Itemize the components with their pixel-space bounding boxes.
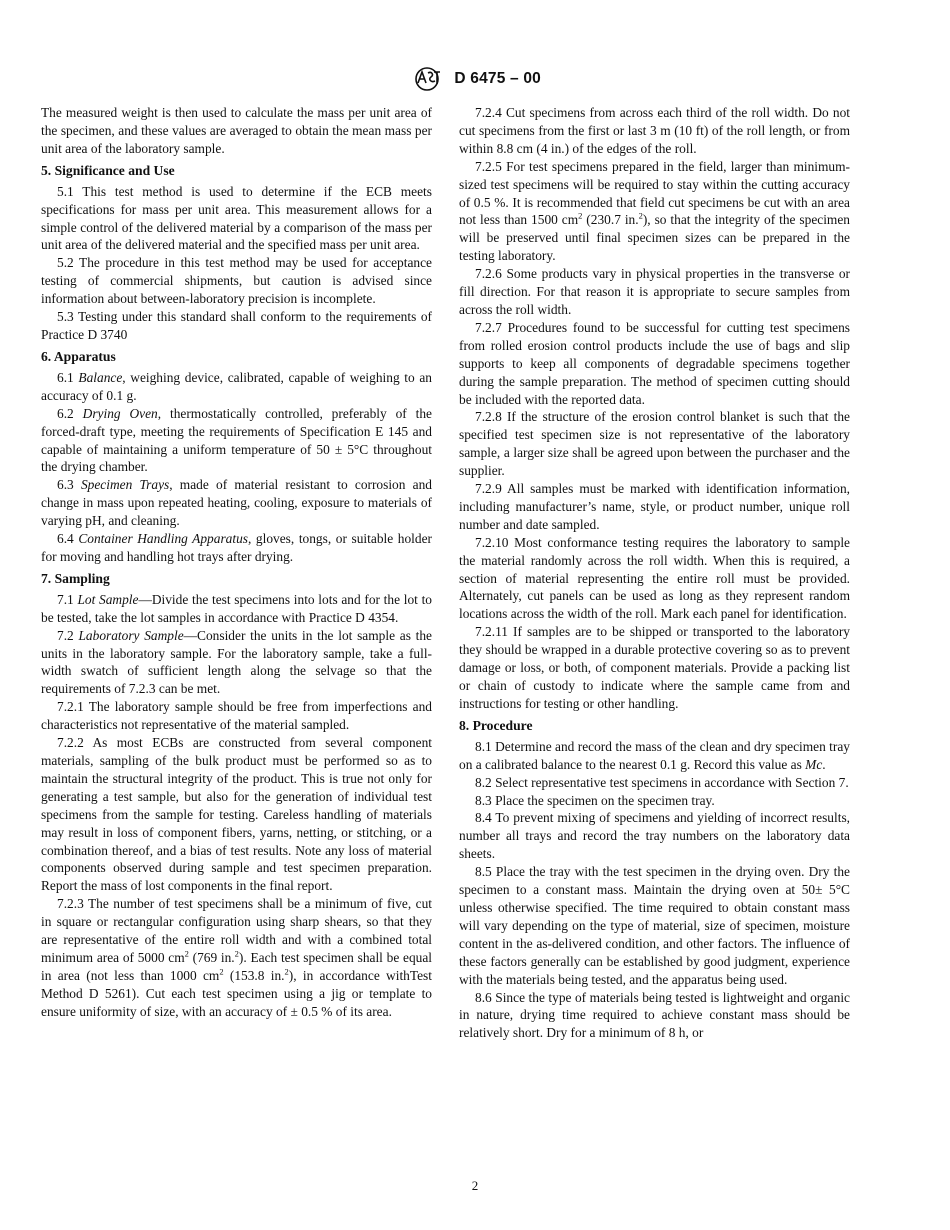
paragraph-7-2-1: 7.2.1 The laboratory sample should be free from imperfections and characteristics not representative of the material sampled. <box>41 699 432 733</box>
paragraph-6-1: 6.1 Balance, weighing device, calibrated, capable of weighing to an accuracy of 0.1 g. <box>41 369 432 403</box>
intro-paragraph: The measured weight is then used to calculate the mass per unit area of the specimen, and these values are averaged to obtain the mean mass per unit area of the laboratory sample. <box>41 105 432 156</box>
paragraph-7-2: 7.2 Laboratory Sample—Consider the units in the lot sample as the units in the laboratory sample. For the laboratory sample, take a full-width swatch of sufficient length along the selvage so that the requirements of 7.2.3 can be met. <box>41 627 432 697</box>
paragraph-7-1: 7.1 Lot Sample—Divide the test specimens into lots and for the lot to be tested, take the lot samples in accordance with Practice D 4354. <box>41 591 432 625</box>
section-7-heading: 7. Sampling <box>41 570 110 586</box>
paragraph-7-2-5: 7.2.5 For test specimens prepared in the field, larger than minimum-sized test specimens will be required to stay within the cutting accuracy of 0.5 %. It is recommended that field cut specimens be cut with an area not less than 1500 $cm^2$ (230.7 in.$^2$), so that the integrity of the specimen will be preserved until final specimen sizes can be prepared in the testing laboratory. <box>459 158 850 264</box>
paragraph-7-2-11: 7.2.11 If samples are to be shipped or transported to the laboratory they should be wrapped in a durable protective covering so as to prevent damage or loss, or both, of component materials. Provide a packing list or chain of custody to indicate where the sample came from and instructions for testing or other handling. <box>459 624 850 711</box>
paragraph-5-1: 5.1 This test method is used to determine if the ECB meets specifications for mass per unit area. This measurement allows for a simple control of the delivered material by a comparison of the mass per unit area of the delivered material and the specified mass per unit area. <box>41 183 432 253</box>
paragraph-6-4: 6.4 Container Handling Apparatus, gloves, tongs, or suitable holder for moving and handling hot trays after drying. <box>41 531 432 564</box>
section-8-heading: 8. Procedure <box>459 717 533 733</box>
paragraph-5-2: 5.2 The procedure in this test method may be used for acceptance testing of commercial shipments, but caution is advised since information about between-laboratory precision is incomplete. <box>41 255 432 307</box>
astm-logo-icon <box>409 66 445 92</box>
paragraph-7-2-7: 7.2.7 Procedures found to be successful for cutting test specimens from rolled erosion control products include the use of bags and slip supports to keep all components of degradable specimens together during the sample preparation. The method of specimen cutting should be included with the reported data. <box>459 319 850 407</box>
section-6-heading: 6. Apparatus <box>41 348 116 364</box>
paragraph-7-2-3: 7.2.3 The number of test specimens shall be a minimum of five, cut in square or rectangular configuration using sharp shears, so that they are representative of the entire roll width and with a combined total minimum area of 5000 $cm^2$ (769 in.$^2$). Each test specimen shall be equal in area (not less than 1000 $cm^2$ (153.8 in.$^2$), in accordance withTest Method D 5261). Cut each test specimen using a jig or template to ensure uniformity of size, with an accuracy of ± 0.5 % of its area. <box>41 896 433 1019</box>
paragraph-7-2-8: 7.2.8 If the structure of the erosion control blanket is such that the specified test specimen size is not representative of the laboratory sample, a larger size shall be agreed upon between the purchaser and the supplier. <box>459 409 850 479</box>
paragraph-8-4: 8.4 To prevent mixing of specimens and yielding of incorrect results, number all trays and record the tray numbers on the laboratory data sheets. <box>459 810 850 862</box>
paragraph-7-2-9: 7.2.9 All samples must be marked with identification information, including manufacturer’s name, style, or product number, unique roll number and date sampled. <box>459 481 850 532</box>
paragraph-8-2: 8.2 Select representative test specimens in accordance with Section 7. <box>475 774 849 790</box>
paragraph-6-2: 6.2 Drying Oven, thermostatically controlled, preferably of the forced-draft type, meeting the requirements of Specification E 145 and capable of maintaining a uniform temperature of 50 ± 5°C throughout the drying chamber. <box>41 405 432 475</box>
document-code: D 6475 – 00 <box>454 70 541 88</box>
paragraph-5-3: 5.3 Testing under this standard shall conform to the requirements of Practice D 3740 <box>41 309 432 342</box>
paragraph-7-2-6: 7.2.6 Some products vary in physical properties in the transverse or fill direction. For that reason it is appropriate to secure samples from across the roll width. <box>459 266 850 317</box>
paragraph-6-3: 6.3 Specimen Trays, made of material resistant to corrosion and change in mass upon repeated heating, cooling, exposure to materials of varying pH, and cleaning. <box>41 477 432 529</box>
right-column <box>459 104 850 1042</box>
page-header <box>0 66 950 92</box>
paragraph-8-1: 8.1 Determine and record the mass of the clean and dry specimen tray on a calibrated balance to the nearest 0.1 g. Record this value as Mc. <box>459 738 850 772</box>
paragraph-7-2-10: 7.2.10 Most conformance testing requires the laboratory to sample the material randomly across the roll width. When this is required, a section of material representing the entire roll must be provided. Alternately, cut panels can be used as long as they represent random locations across the width of the roll. Mark each panel for identification. <box>459 534 850 622</box>
paragraph-8-3: 8.3 Place the specimen on the specimen tray. <box>475 792 715 808</box>
section-5-heading: 5. Significance and Use <box>41 162 175 178</box>
page-number: 2 <box>471 1178 479 1193</box>
paragraph-7-2-2: 7.2.2 As most ECBs are constructed from several component materials, sampling of the bulk product must be performed so as to maintain the structural integrity of the product. This is true not only for generating a test sample, but also for the generation of individual test specimens from the sample for testing. Careless handling of materials may result in loss of component fibers, yarns, netting, or stitching, or a combination thereof, and a bias of test results. Note any loss of material components observed during sample and test specimen preparation. Report the mass of lost components in the final report. <box>41 735 432 894</box>
paragraph-8-5: 8.5 Place the tray with the test specimen in the drying oven. Dry the specimen to a constant mass. Maintain the drying oven at 50± 5°C unless otherwise specified. The time required to obtain constant mass will vary depending on the type of material, size of specimen, moisture content in the as-delivered condition, and other factors. The influence of these factors generally can be established by good judgment, experience with the materials being tested, and the apparatus being used. <box>459 864 850 987</box>
paragraph-7-2-4: 7.2.4 Cut specimens from across each third of the roll width. Do not cut specimens from the first or last 3 m (10 ft) of the roll length, or from within 8.8 cm (4 in.) of the edges of the roll. <box>459 105 850 156</box>
paragraph-8-6: 8.6 Since the type of materials being tested is lightweight and organic in nature, drying time required to achieve constant mass should be relatively short. Dry for a minimum of 8 h, or <box>459 989 850 1041</box>
left-column <box>41 104 432 1021</box>
